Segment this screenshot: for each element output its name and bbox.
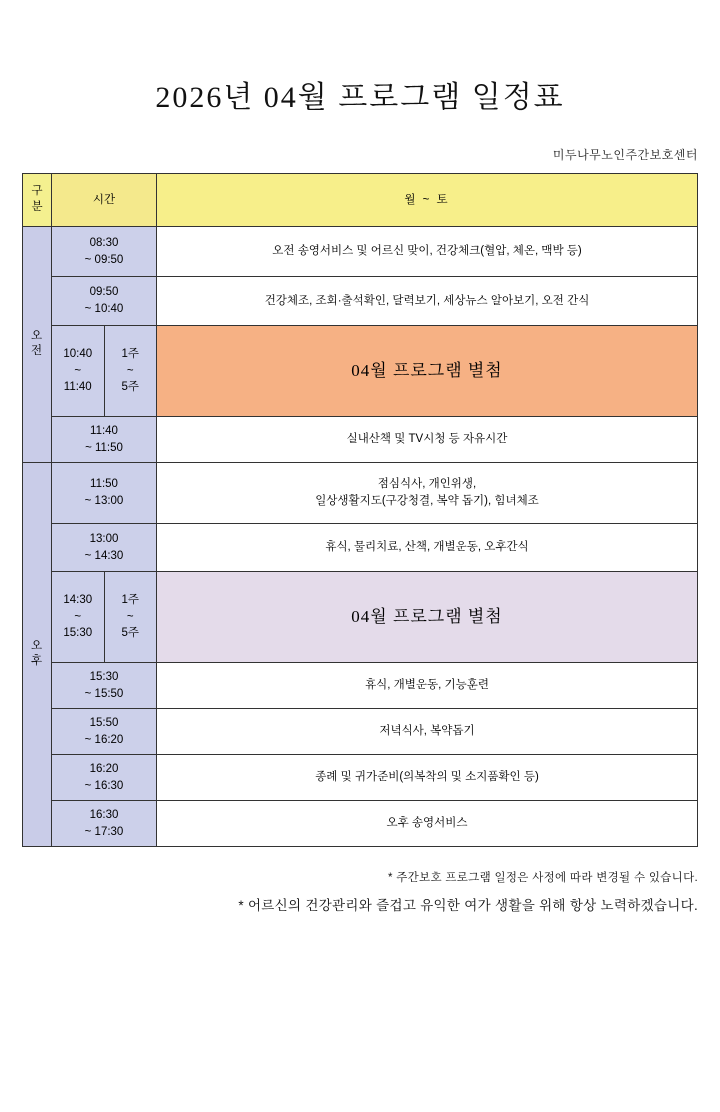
center-name: 미두나무노인주간보호센터 [552,148,698,162]
time-line: 10:40 [63,347,93,360]
content-line: 일상생활지도(구강청결, 복약 돕기), 힘녀체조 [315,495,539,507]
table-row-program-afternoon [23,572,698,663]
time-line: 15:30 [89,670,119,683]
week-line: 1주 [121,593,139,606]
time-cell [52,524,157,572]
time-cell [52,417,157,463]
week-line: ~ [126,610,134,623]
time-cell [52,227,157,277]
time-line: ~ 10:40 [84,303,124,315]
table-header-row [23,174,698,227]
table-row [23,663,698,709]
table-row [23,463,698,524]
time-line: ~ 17:30 [84,825,124,838]
header-division [23,174,52,227]
section-label-afternoon-text: 오 후 [30,639,44,668]
content-cell: 휴식, 개별운동, 기능훈련 [157,663,698,709]
time-line: 16:30 [89,808,119,821]
week-cell [104,326,157,417]
schedule-document [0,72,720,1112]
header-division-label: 구 분 [31,185,43,213]
time-line: ~ 11:50 [85,441,123,454]
content-cell: 실내산책 및 TV시청 등 자유시간 [157,417,698,463]
content-cell: 오후 송영서비스 [157,801,698,847]
time-cell [52,755,157,801]
time-line: 08:30 [89,236,119,249]
time-line: ~ 14:30 [84,549,124,562]
content-cell: 저녁식사, 복약돕기 [157,709,698,755]
time-cell [52,709,157,755]
table-row [23,755,698,801]
content-cell: 오전 송영서비스 및 어르신 맞이, 건강체크(혈압, 체온, 맥박 등) [157,227,698,277]
week-line: 5주 [121,381,139,394]
week-line: 1주 [121,347,139,360]
time-line: 11:50 [90,478,118,491]
footnote-1: * 주간보호 프로그램 일정은 사정에 따라 변경될 수 있습니다. [387,872,698,884]
time-cell [52,277,157,326]
time-line: 16:20 [89,762,119,775]
page-title: 2026년 04월 프로그램 일정표 [155,81,565,114]
content-cell-program-afternoon: 04월 프로그램 별첨 [157,572,698,663]
week-line: 5주 [121,627,139,640]
time-line: 14:30 [63,593,93,606]
time-cell [52,663,157,709]
table-row [23,417,698,463]
time-cell [52,463,157,524]
table-row [23,524,698,572]
section-label-morning-text: 오 전 [30,329,44,358]
time-cell [52,326,105,417]
table-row [23,227,698,277]
table-row [23,277,698,326]
time-line: ~ [74,610,82,623]
time-line: 11:40 [63,381,92,394]
section-label-afternoon [23,463,52,847]
time-cell [52,572,105,663]
content-cell-program-morning: 04월 프로그램 별첨 [157,326,698,417]
time-line: ~ [74,364,82,377]
footnote-2: * 어르신의 건강관리와 즐겁고 유익한 여가 생활을 위해 항상 노력하겠습니다. [238,898,698,913]
table-row [23,801,698,847]
content-cell: 건강체조, 조회·출석확인, 달력보기, 세상뉴스 알아보기, 오전 간식 [157,277,698,326]
content-cell: 휴식, 물리치료, 산책, 개별운동, 오후간식 [157,524,698,572]
time-line: 13:00 [89,532,119,545]
schedule-table [22,173,698,847]
content-cell [157,463,698,524]
time-cell [52,801,157,847]
section-label-morning [23,227,52,463]
time-line: ~ 16:30 [84,779,124,792]
time-line: ~ 15:50 [84,687,124,700]
time-line: 15:30 [63,627,93,640]
table-row [23,709,698,755]
header-time: 시간 [52,174,157,227]
content-cell: 종례 및 귀가준비(의복착의 및 소지품확인 등) [157,755,698,801]
time-line: 09:50 [89,286,119,299]
week-cell [104,572,157,663]
table-row-program-morning [23,326,698,417]
week-line: ~ [126,364,134,377]
footnotes [0,869,720,914]
time-line: 11:40 [90,424,118,437]
time-line: ~ 09:50 [84,253,124,266]
time-line: ~ 16:20 [84,733,124,746]
content-line: 점심식사, 개인위생, [377,478,477,491]
time-line: ~ 13:00 [84,495,124,507]
time-line: 15:50 [89,716,119,729]
header-days: 월 ~ 토 [157,174,698,227]
